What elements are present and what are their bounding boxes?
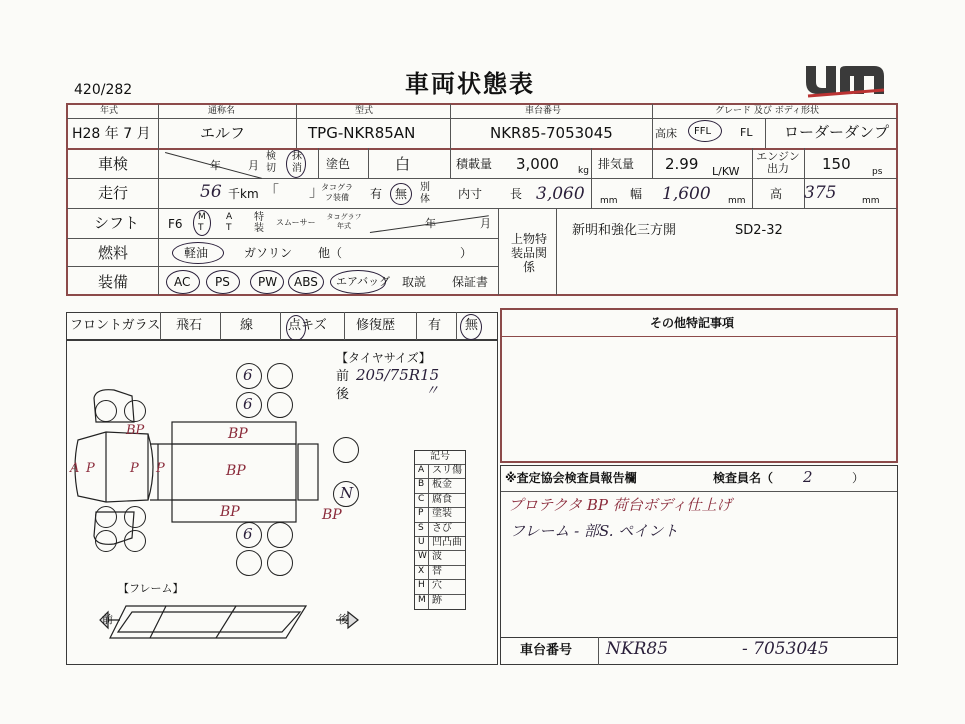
tire-cab-bottom-right bbox=[124, 506, 146, 528]
width-unit: mm bbox=[728, 196, 746, 206]
legend-code: X bbox=[418, 565, 425, 576]
mark-p-3: P bbox=[156, 461, 165, 476]
upper-text: 新明和強化三方開 bbox=[572, 223, 677, 238]
tire-cab-bottom-left bbox=[95, 506, 117, 528]
length-value: 3,060 bbox=[536, 184, 585, 204]
tire-rear-4 bbox=[267, 550, 293, 576]
legend-meaning: 板金 bbox=[432, 479, 452, 491]
shift-special: 特 装 bbox=[254, 212, 264, 234]
label-grade: グレード 及び ボディ形状 bbox=[715, 106, 820, 116]
tire-spare-1 bbox=[333, 437, 359, 463]
mileage-unit: 千km bbox=[228, 187, 259, 201]
inspector-name-close: ） bbox=[852, 471, 865, 485]
color-value: 白 bbox=[395, 155, 411, 173]
equip-pw: PW bbox=[258, 275, 278, 289]
tacho-yes: 有 bbox=[370, 187, 383, 201]
mark-p-1: P bbox=[86, 461, 95, 476]
glass-point: 点キズ bbox=[288, 318, 327, 333]
load-value: 3,000 bbox=[516, 155, 559, 173]
inspector-name-label: 検査員名（ bbox=[713, 471, 774, 485]
tire-rear-3 bbox=[236, 550, 262, 576]
fuel-other: 他（ bbox=[318, 246, 343, 260]
load-unit: kg bbox=[578, 166, 589, 176]
mileage-value: 56 bbox=[200, 182, 222, 202]
front-glass-label: フロントガラス bbox=[70, 318, 161, 333]
legend-meaning: 凹凸曲 bbox=[432, 537, 462, 548]
fuel-other-close: ） bbox=[460, 246, 473, 260]
tire-cab-top-left bbox=[95, 400, 117, 422]
footer-chassis-left: NKR85 bbox=[606, 639, 669, 659]
grade-fl: FL bbox=[740, 126, 753, 139]
glass-point-circle bbox=[286, 315, 306, 341]
label-length: 長 bbox=[510, 187, 523, 201]
tire-value-1: 6 bbox=[243, 366, 253, 384]
equip-abs: ABS bbox=[294, 275, 318, 289]
tacho-no: 無 bbox=[395, 187, 408, 201]
tacho-year-label: タコグラフ年式 bbox=[326, 213, 362, 230]
legend-code: S bbox=[418, 522, 424, 533]
legend-meaning: 穴 bbox=[432, 580, 442, 592]
tacho-label: タコグラフ装備 bbox=[321, 183, 353, 202]
chassis-value: NKR85-7053045 bbox=[490, 124, 613, 142]
label-model: 型式 bbox=[355, 106, 374, 116]
tire-value-spare: N bbox=[340, 484, 354, 502]
height-unit: mm bbox=[862, 196, 880, 206]
inspector-title: ※査定協会検査員報告欄 bbox=[505, 471, 637, 485]
legend-meaning: 替 bbox=[432, 565, 442, 577]
year-value: H28 年 7 月 bbox=[72, 126, 151, 142]
tire-front-label: 前 bbox=[336, 369, 350, 384]
mark-bp-center: BP bbox=[226, 463, 246, 479]
shift-value: F6 bbox=[168, 217, 183, 231]
length-unit: mm bbox=[600, 196, 618, 206]
label-chassis: 車台番号 bbox=[525, 106, 562, 116]
inspection-expired: 検切 bbox=[266, 151, 276, 174]
inspection-erased: 抹消 bbox=[292, 151, 302, 174]
body-shape-value: ローダーダンプ bbox=[784, 123, 890, 141]
tire-mid-left-2 bbox=[267, 392, 293, 418]
label-load: 積載量 bbox=[456, 157, 493, 171]
grade-ffl: FFL bbox=[694, 126, 712, 137]
label-width: 幅 bbox=[630, 187, 643, 201]
tacho-separate: 別体 bbox=[420, 182, 430, 205]
displacement-unit: L/KW bbox=[712, 165, 740, 178]
repair-no: 無 bbox=[465, 318, 479, 333]
shift-smoother: スムーサー bbox=[276, 218, 316, 227]
glass-line: 線 bbox=[240, 318, 254, 333]
model-value: TPG-NKR85AN bbox=[308, 124, 416, 142]
frame-drawing bbox=[96, 598, 366, 648]
equip-airbag: エアバッグ bbox=[336, 275, 391, 288]
inspector-name-value: 2 bbox=[803, 468, 813, 486]
label-displacement: 排気量 bbox=[598, 157, 635, 171]
label-equipment: 装備 bbox=[98, 273, 129, 291]
repair-yes: 有 bbox=[428, 318, 442, 333]
label-inspection: 車検 bbox=[98, 155, 129, 173]
mark-p-2: P bbox=[130, 461, 139, 476]
legend-meaning: 波 bbox=[432, 551, 442, 563]
company-logo bbox=[800, 60, 888, 100]
inspector-box bbox=[500, 465, 898, 665]
legend-code: A bbox=[418, 465, 425, 475]
remarks-title: その他特記事項 bbox=[650, 316, 735, 330]
tire-rear-label: 後 bbox=[336, 387, 350, 402]
tire-value-3: 6 bbox=[243, 525, 253, 543]
mark-bp-bottom: BP bbox=[220, 504, 240, 520]
label-shift: シフト bbox=[94, 214, 140, 232]
equip-manual: 取説 bbox=[402, 275, 427, 289]
sheet-number: 420/282 bbox=[74, 82, 133, 98]
legend-meaning: 跡 bbox=[432, 594, 442, 606]
mark-a: A bbox=[70, 461, 80, 476]
legend-meaning: 腐食 bbox=[432, 493, 452, 505]
legend-meaning: さび bbox=[432, 522, 452, 534]
remarks-box bbox=[500, 308, 898, 463]
shift-mt: M T bbox=[198, 212, 206, 233]
label-color: 塗色 bbox=[326, 157, 351, 171]
legend-code: W bbox=[418, 551, 427, 562]
frame-label: 【フレーム】 bbox=[118, 582, 184, 595]
fuel-diesel: 軽油 bbox=[184, 246, 209, 260]
footer-chassis-label: 車台番号 bbox=[520, 643, 573, 658]
tire-front-left-2 bbox=[267, 363, 293, 389]
glass-chip: 飛石 bbox=[176, 318, 203, 333]
inspector-note-1: プロテクタ BP 荷台ボディ仕上げ bbox=[508, 496, 732, 514]
equip-ac: AC bbox=[174, 275, 191, 289]
shift-at: A T bbox=[226, 212, 233, 233]
frame-rear: 後 bbox=[338, 613, 349, 626]
repair-history-label: 修復歴 bbox=[356, 318, 396, 333]
legend-code: P bbox=[418, 508, 424, 519]
grade-high: 高床 bbox=[655, 127, 677, 140]
upper-code: SD2-32 bbox=[735, 223, 783, 238]
mark-bp-roof: BP bbox=[228, 426, 248, 442]
equip-ps: PS bbox=[215, 275, 230, 289]
tire-cab-bottom-left-2 bbox=[95, 530, 117, 552]
tire-front-value: 205/75R15 bbox=[356, 366, 440, 384]
tire-value-2: 6 bbox=[243, 395, 253, 413]
tire-rear-value: 〃 bbox=[425, 383, 439, 399]
engine-unit: ps bbox=[872, 167, 883, 177]
mark-bp-rear: BP bbox=[322, 507, 342, 523]
label-fuel: 燃料 bbox=[98, 244, 129, 262]
equip-warranty: 保証書 bbox=[452, 275, 489, 289]
fuel-gasoline: ガソリン bbox=[244, 246, 293, 260]
inspection-year-unit: 年 bbox=[210, 159, 221, 172]
frame-front: 前 bbox=[102, 613, 113, 626]
tire-cab-bottom-right-2 bbox=[124, 530, 146, 552]
tacho-month-unit: 月 bbox=[480, 217, 491, 230]
tire-rear-2 bbox=[267, 522, 293, 548]
legend-code: U bbox=[418, 537, 425, 547]
inspector-note-2: フレーム - 部S. ペイント bbox=[510, 522, 679, 540]
label-mileage: 走行 bbox=[98, 184, 129, 202]
legend-code: H bbox=[418, 580, 425, 591]
mileage-bracket: 「 」 bbox=[264, 182, 325, 200]
legend-title: 記号 bbox=[430, 451, 450, 462]
name-value: エルフ bbox=[200, 124, 246, 142]
legend-code: C bbox=[418, 493, 425, 504]
width-value: 1,600 bbox=[662, 184, 711, 204]
legend-code: B bbox=[418, 479, 425, 490]
engine-value: 150 bbox=[822, 155, 851, 173]
mark-bp-top: BP bbox=[126, 423, 145, 438]
footer-chassis-right: - 7053045 bbox=[742, 639, 829, 659]
page-title: 車両状態表 bbox=[405, 70, 535, 98]
label-name: 通称名 bbox=[208, 106, 236, 116]
legend-meaning: 塗装 bbox=[432, 508, 452, 520]
tacho-year-unit: 年 bbox=[425, 217, 436, 230]
tire-cab-top-right bbox=[124, 400, 146, 422]
label-height: 高 bbox=[770, 187, 783, 201]
inspection-month-unit: 月 bbox=[248, 159, 259, 172]
displacement-value: 2.99 bbox=[665, 155, 699, 173]
label-interior: 内寸 bbox=[458, 187, 483, 201]
label-year: 年式 bbox=[100, 106, 119, 116]
legend-meaning: スリ傷 bbox=[432, 465, 462, 476]
height-value: 375 bbox=[804, 183, 837, 203]
label-engine: エンジン出力 bbox=[756, 150, 800, 175]
tire-size-label: 【タイヤサイズ】 bbox=[336, 351, 431, 365]
upper-label: 上物特装品関係 bbox=[510, 232, 547, 274]
legend-code: M bbox=[418, 594, 426, 605]
